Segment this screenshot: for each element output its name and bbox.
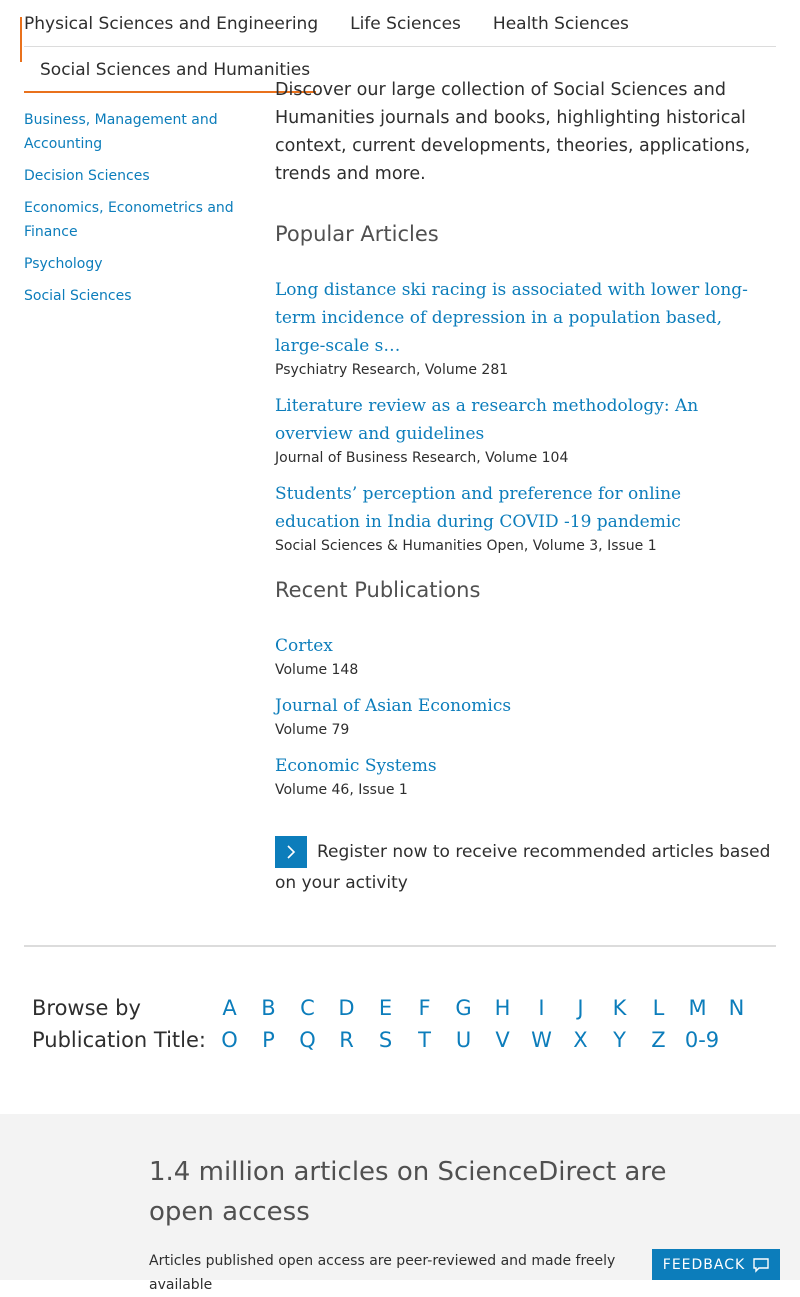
browse-label: Browse by Publication Title: [32,996,206,1052]
publication-title-link[interactable]: Cortex [275,636,333,656]
browse-letter-e[interactable]: E [378,996,393,1020]
browse-letter-z[interactable]: Z [651,1028,666,1052]
browse-letter-w[interactable]: W [531,1028,552,1052]
article-title-link[interactable]: Students’ perception and preference for online education in India during COVID -19 pandemic [275,484,682,532]
tabs-divider [24,46,776,47]
article-title-link[interactable]: Literature review as a research methodology: An overview and guidelines [275,396,699,444]
publication-meta: Volume 79 [275,722,350,738]
browse-letter-n[interactable]: N [728,996,745,1020]
browse-letter-q[interactable]: Q [299,1028,316,1052]
browse-letter-k[interactable]: K [612,996,627,1020]
article-item [275,276,755,380]
article-title-link[interactable]: Long distance ski racing is associated with lower long-term incidence of depression in a population based, large-scale s… [275,280,748,356]
browse-letter-b[interactable]: B [261,996,276,1020]
browse-letter-v[interactable]: V [495,1028,510,1052]
register-prompt [275,836,775,899]
browse-letter-o[interactable]: O [221,1028,238,1052]
sidebar-item-psychology[interactable]: Psychology [24,256,103,272]
tab-physical-sciences[interactable]: Physical Sciences and Engineering [24,14,319,34]
tab-life-sciences[interactable]: Life Sciences [350,14,461,34]
article-meta: Social Sciences & Humanities Open, Volume 3, Issue 1 [275,538,657,554]
active-tab-underline [24,91,316,93]
browse-letter-s[interactable]: S [378,1028,393,1052]
publication-title-link[interactable]: Journal of Asian Economics [275,696,512,716]
sidebar-item-economics[interactable]: Economics, Econometrics and Finance [24,200,234,240]
tab-health-sciences[interactable]: Health Sciences [492,14,629,34]
register-text[interactable]: Register now to receive recommended articles based on your activity [275,842,771,893]
publication-item [275,632,358,680]
sidebar-item-social-sciences[interactable]: Social Sciences [24,288,132,304]
feedback-button[interactable] [652,1249,780,1280]
browse-letter-y[interactable]: Y [613,1028,626,1052]
speech-bubble-icon [753,1258,769,1272]
intro-text: Discover our large collection of Social Sciences and Humanities journals and books, highlighting historical context, current developments, theories, applications, trends and more. [275,80,751,184]
browse-letter-i[interactable]: I [538,996,545,1020]
article-meta: Psychiatry Research, Volume 281 [275,362,509,378]
browse-letter-r[interactable]: R [339,1028,354,1052]
browse-letter-m[interactable]: M [688,996,707,1020]
focus-indicator [20,17,22,62]
sidebar-item-business[interactable]: Business, Management and Accounting [24,112,218,152]
browse-letter-f[interactable]: F [418,996,431,1020]
chevron-right-icon [285,845,297,859]
publication-meta: Volume 46, Issue 1 [275,782,408,798]
article-meta: Journal of Business Research, Volume 104 [275,450,569,466]
article-item [275,480,755,556]
browse-letter-index [210,992,770,1056]
publication-item [275,752,437,800]
section-divider [24,945,776,947]
browse-letter-x[interactable]: X [573,1028,588,1052]
browse-letter-j[interactable]: J [577,996,584,1020]
browse-letter-a[interactable]: A [222,996,237,1020]
main-content [275,76,775,798]
register-button[interactable] [275,836,307,868]
subject-sidebar [24,108,244,316]
browse-letter-l[interactable]: L [652,996,665,1020]
open-access-text: Articles published open access are peer-reviewed and made freely available [149,1253,616,1293]
browse-letter-g[interactable]: G [455,996,472,1020]
publication-item [275,692,511,740]
open-access-heading: 1.4 million articles on ScienceDirect are open access [149,1157,667,1227]
browse-letter-u[interactable]: U [455,1028,472,1052]
feedback-label: FEEDBACK [662,1256,746,1273]
recent-publications-heading: Recent Publications [275,578,481,602]
sidebar-item-decision-sciences[interactable]: Decision Sciences [24,168,150,184]
article-item [275,392,755,468]
browse-letter-h[interactable]: H [494,996,511,1020]
browse-letter-0-9[interactable]: 0-9 [684,1028,720,1052]
browse-letter-c[interactable]: C [300,996,315,1020]
publication-meta: Volume 148 [275,662,359,678]
publication-title-link[interactable]: Economic Systems [275,756,437,776]
browse-letter-p[interactable]: P [262,1028,275,1052]
browse-letter-t[interactable]: T [418,1028,431,1052]
popular-articles-heading: Popular Articles [275,222,439,246]
tab-social-sciences[interactable]: Social Sciences and Humanities [40,60,311,80]
browse-letter-d[interactable]: D [338,996,355,1020]
